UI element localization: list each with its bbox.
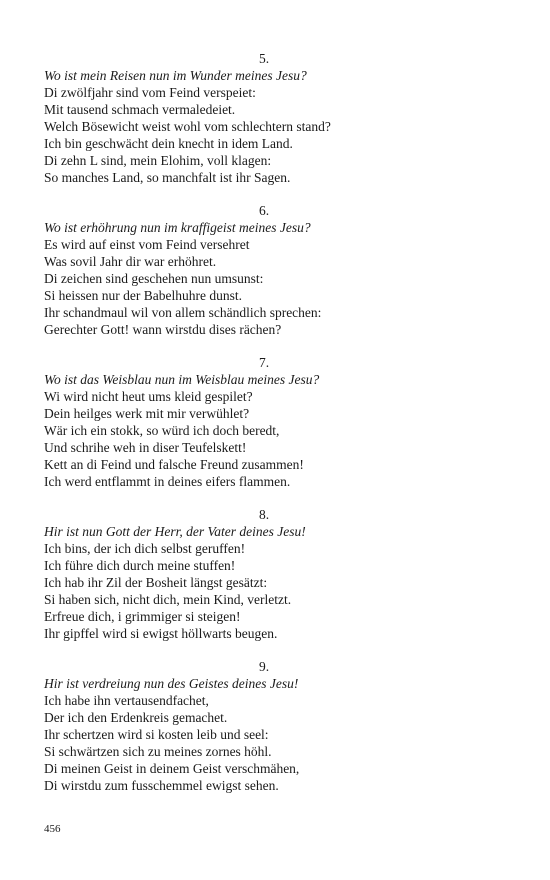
stanza-8: [44, 506, 484, 642]
verse-line: Ich führe dich durch meine stuffen!: [44, 558, 236, 573]
verse-line: Di zehn L sind, mein Elohim, voll klagen:: [44, 153, 272, 168]
stanza-number: 8.: [258, 507, 270, 522]
verse-line: Ich hab ihr Zil der Bosheit längst gesätzt:: [44, 575, 268, 590]
page-number: 456: [44, 823, 61, 835]
stanza-first-line: Wo ist das Weisblau nun im Weisblau meines Jesu?: [44, 372, 320, 387]
verse-line: Kett an di Feind und falsche Freund zusammen!: [44, 457, 304, 472]
stanza-first-line: Wo ist erhöhrung nun im kraffigeist meines Jesu?: [44, 220, 311, 235]
verse-line: Si schwärtzen sich zu meines zornes höhl.: [44, 744, 272, 759]
verse-line: Si heissen nur der Babelhuhre dunst.: [44, 288, 242, 303]
verse-line: Erfreue dich, i grimmiger si steigen!: [44, 609, 241, 624]
stanza-7: [44, 354, 484, 490]
stanza-9: [44, 658, 484, 794]
verse-line: Di wirstdu zum fusschemmel ewigst sehen.: [44, 778, 279, 793]
verse-line: Welch Bösewicht weist wohl vom schlechtern stand?: [44, 119, 331, 134]
stanza-number: 7.: [258, 355, 270, 370]
poem-page: [44, 50, 484, 810]
verse-line: Ihr schertzen wird si kosten leib und seel:: [44, 727, 269, 742]
verse-line: Der ich den Erdenkreis gemachet.: [44, 710, 228, 725]
verse-line: Di zwölfjahr sind vom Feind verspeiet:: [44, 85, 256, 100]
verse-line: Und schrihe weh in diser Teufelskett!: [44, 440, 247, 455]
stanza-first-line: Hir ist verdreiung nun des Geistes deines Jesu!: [44, 676, 299, 691]
verse-line: Wi wird nicht heut ums kleid gespilet?: [44, 389, 253, 404]
verse-line: Was sovil Jahr dir war erhöhret.: [44, 254, 217, 269]
verse-line: So manches Land, so manchfalt ist ihr Sagen.: [44, 170, 291, 185]
verse-line: Gerechter Gott! wann wirstdu dises rächen?: [44, 322, 282, 337]
verse-line: Ich bin geschwächt dein knecht in idem Land.: [44, 136, 293, 151]
verse-line: Mit tausend schmach vermaledeiet.: [44, 102, 236, 117]
stanza-number: 5.: [258, 51, 270, 66]
verse-line: Dein heilges werk mit mir verwühlet?: [44, 406, 250, 421]
verse-line: Ich bins, der ich dich selbst geruffen!: [44, 541, 246, 556]
verse-line: Di meinen Geist in deinem Geist verschmähen,: [44, 761, 300, 776]
verse-line: Wär ich ein stokk, so würd ich doch beredt,: [44, 423, 280, 438]
stanza-5: [44, 50, 484, 186]
verse-line: Es wird auf einst vom Feind versehret: [44, 237, 250, 252]
verse-line: Ihr gipffel wird si ewigst höllwarts beugen.: [44, 626, 278, 641]
stanza-number: 9.: [258, 659, 270, 674]
verse-line: Ich werd entflammt in deines eifers flammen.: [44, 474, 291, 489]
verse-line: Ich habe ihn vertausendfachet,: [44, 693, 209, 708]
verse-line: Ihr schandmaul wil von allem schändlich sprechen:: [44, 305, 322, 320]
stanza-number: 6.: [258, 203, 270, 218]
verse-line: Si haben sich, nicht dich, mein Kind, verletzt.: [44, 592, 292, 607]
stanza-first-line: Hir ist nun Gott der Herr, der Vater deines Jesu!: [44, 524, 306, 539]
verse-line: Di zeichen sind geschehen nun umsunst:: [44, 271, 264, 286]
stanza-first-line: Wo ist mein Reisen nun im Wunder meines Jesu?: [44, 68, 307, 83]
stanza-6: [44, 202, 484, 338]
